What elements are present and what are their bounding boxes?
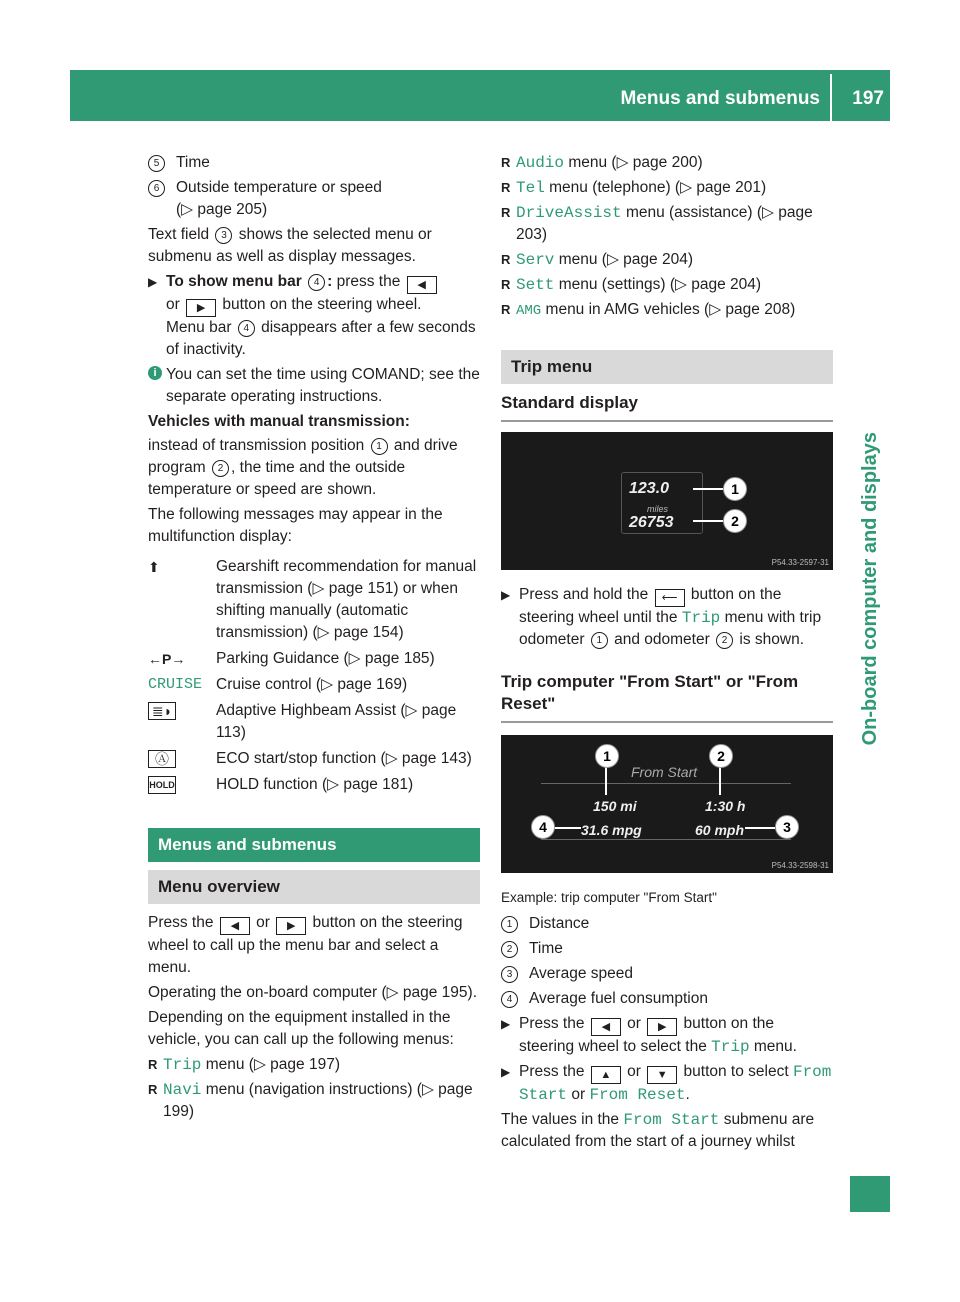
callout-line <box>693 488 723 490</box>
text: Text field <box>148 226 210 243</box>
header-title: Menus and submenus <box>620 88 820 109</box>
list-item <box>501 249 833 271</box>
left-button-icon: ◀ <box>220 917 250 935</box>
instruction-step <box>148 271 480 361</box>
text: . <box>685 1086 690 1103</box>
text: menu (▷ page 200) <box>568 154 703 171</box>
list-item <box>501 274 833 296</box>
image-code: P54.33-2597-31 <box>771 558 829 567</box>
list-item <box>501 299 833 322</box>
left-button-icon: ◀ <box>591 1018 621 1036</box>
callout-number: 4 <box>238 320 255 337</box>
callout-line <box>553 827 581 829</box>
speed-value: 60 mph <box>695 822 745 838</box>
step-heading: To show menu bar <box>166 273 302 290</box>
text: button on the steering wheel. <box>222 296 422 313</box>
callout-number: 2 <box>501 941 518 958</box>
display-divider <box>541 783 791 784</box>
row-text: ECO start/stop function (▷ page 143) <box>216 750 472 767</box>
cruise-icon: CRUISE <box>148 676 203 693</box>
image-code: P54.33-2598-31 <box>771 861 829 870</box>
arrow-icon: ▶ <box>501 1065 511 1079</box>
time-value: 1:30 h <box>705 798 746 814</box>
text: button on the steering wheel to call up the menu bar and select a menu. <box>148 914 463 976</box>
text: Press the <box>519 1015 585 1032</box>
text: menu. <box>753 1038 797 1055</box>
list-item <box>148 177 480 221</box>
menu-name: AMG <box>516 303 542 319</box>
callout-number: 6 <box>148 180 165 197</box>
distance-value: 150 mi <box>593 798 637 814</box>
text: or <box>627 1063 641 1080</box>
row-text: Parking Guidance (▷ page 185) <box>216 650 435 667</box>
item-text: Outside temperature or speed <box>176 179 382 196</box>
legend-label: Average fuel consumption <box>529 990 708 1007</box>
text: menu (▷ page 197) <box>205 1056 340 1073</box>
fuel-value: 31.6 mpg <box>581 822 642 838</box>
row-text: Cruise control (▷ page 169) <box>216 676 408 693</box>
hold-icon: HOLD <box>148 776 176 794</box>
text: menu (settings) (▷ page 204) <box>558 276 762 293</box>
text: submenu are calculated from the start of a journey whilst <box>501 1111 815 1150</box>
legend-item <box>501 988 833 1010</box>
text: instead of transmission position <box>148 437 365 454</box>
bullet-icon: R <box>501 205 511 220</box>
table-row <box>148 556 480 644</box>
callout-number: 3 <box>501 966 518 983</box>
text: button on the steering wheel to select the <box>519 1015 775 1055</box>
text: button to select <box>683 1063 789 1080</box>
page-ref: (▷ page 205) <box>176 201 268 218</box>
callout-line <box>719 765 721 795</box>
menu-name: From Start <box>519 1063 832 1104</box>
left-column <box>148 152 480 1126</box>
subheading: Vehicles with manual transmission: <box>148 413 410 430</box>
text: Press the <box>148 914 214 931</box>
unit-label: miles <box>647 504 669 514</box>
subsection-heading: Trip menu <box>501 350 833 384</box>
callout-number: 4 <box>501 991 518 1008</box>
text: Menu bar <box>166 319 232 336</box>
list-item <box>148 1054 480 1076</box>
arrow-icon: ▶ <box>148 275 158 289</box>
image-caption: Example: trip computer "From Start" <box>501 890 717 905</box>
text: The values in the <box>501 1111 620 1128</box>
text: or <box>571 1086 586 1103</box>
subsection-heading: Menu overview <box>148 870 480 904</box>
paragraph <box>148 912 480 979</box>
list-item <box>501 177 833 199</box>
row-text: Adaptive Highbeam Assist (▷ page 113) <box>216 702 457 741</box>
gearshift-icon: ⬆ <box>148 559 160 575</box>
arrow-icon: ▶ <box>501 1017 511 1031</box>
text: and odometer <box>614 631 710 648</box>
text: : <box>327 273 333 290</box>
table-row <box>148 774 480 796</box>
menu-name: From Reset <box>589 1086 686 1104</box>
text: , the time and the outside temperature or speed are shown. <box>148 459 406 498</box>
text: press the <box>336 273 401 290</box>
side-tab-marker <box>850 1176 890 1212</box>
right-button-icon: ▶ <box>276 917 306 935</box>
left-button-icon: ◀ <box>407 276 437 294</box>
parking-guidance-icon: ←P→ <box>148 651 186 667</box>
text: menu with trip odometer <box>519 609 822 648</box>
instruction-step <box>501 1013 833 1058</box>
callout-number: 4 <box>308 274 325 291</box>
paragraph: The following messages may appear in the multifunction display: <box>148 506 443 545</box>
callout-number: 5 <box>148 155 165 172</box>
legend-item <box>501 963 833 985</box>
callout-number: 2 <box>716 632 733 649</box>
text: menu (▷ page 204) <box>558 251 693 268</box>
text: Press the <box>519 1063 585 1080</box>
callout-number: 1 <box>595 744 619 768</box>
up-button-icon: ▲ <box>591 1066 621 1084</box>
paragraph <box>501 1109 833 1153</box>
text: shows the selected menu or submenu as well as display messages. <box>148 226 432 265</box>
text: menu (navigation instructions) (▷ page 199) <box>163 1081 473 1120</box>
trip-odometer-value: 123.0 <box>629 480 670 497</box>
info-note <box>148 364 480 408</box>
paragraph <box>148 224 480 268</box>
arrow-icon: ▶ <box>501 588 511 602</box>
list-item <box>148 152 480 174</box>
menu-name: Trip <box>163 1056 202 1074</box>
right-column <box>501 152 833 1156</box>
text: is shown. <box>739 631 805 648</box>
info-icon: i <box>148 366 162 380</box>
text: button on the steering wheel until the <box>519 586 782 626</box>
instruction-step <box>501 584 833 651</box>
text: or <box>166 296 180 313</box>
item-text: Time <box>176 154 210 171</box>
paragraph: Depending on the equipment installed in the vehicle, you can call up the following menus: <box>148 1009 454 1048</box>
bullet-icon: R <box>148 1082 158 1097</box>
side-tab-label: On-board computer and displays <box>859 432 881 746</box>
legend-label: Distance <box>529 915 590 932</box>
standard-display-image <box>501 432 833 570</box>
right-button-icon: ▶ <box>186 299 216 317</box>
legend-item <box>501 938 833 960</box>
text: or <box>627 1015 641 1032</box>
instruction-step <box>501 1061 833 1106</box>
display-divider <box>541 839 791 840</box>
display-heading: From Start <box>631 764 698 780</box>
table-row <box>148 674 480 696</box>
bullet-icon: R <box>501 180 511 195</box>
legend-item <box>501 913 833 935</box>
odometer-value: 26753 <box>629 514 674 531</box>
back-button-icon: ⟵ <box>655 589 685 607</box>
callout-number: 3 <box>775 815 799 839</box>
paragraph: Operating the on-board computer (▷ page 195). <box>148 984 478 1001</box>
paragraph <box>148 435 480 501</box>
menu-name: Audio <box>516 154 565 172</box>
callout-number: 1 <box>371 438 388 455</box>
subheading: Trip computer "From Start" or "From Reset" <box>501 671 833 723</box>
table-row <box>148 648 480 670</box>
right-button-icon: ▶ <box>647 1018 677 1036</box>
menu-name: Tel <box>516 179 545 197</box>
bullet-icon: R <box>501 277 511 292</box>
bullet-icon: R <box>501 302 511 317</box>
page-number: 197 <box>852 88 884 109</box>
callout-number: 2 <box>723 509 747 533</box>
callout-number: 1 <box>723 477 747 501</box>
list-item <box>501 152 833 174</box>
bullet-icon: R <box>501 155 511 170</box>
menu-name: Trip <box>711 1038 750 1056</box>
table-row <box>148 748 480 770</box>
callout-number: 1 <box>501 916 518 933</box>
menu-name: Sett <box>516 276 555 294</box>
list-item <box>501 202 833 246</box>
subheading: Standard display <box>501 392 833 422</box>
page-header <box>70 70 890 121</box>
menu-name: Trip <box>681 609 721 627</box>
text: Press and hold the <box>519 586 649 603</box>
down-button-icon: ▼ <box>647 1066 677 1084</box>
eco-start-stop-icon: Ⓐ <box>148 750 176 768</box>
menu-name: Navi <box>163 1081 202 1099</box>
text: disappears after a few seconds of inactivity. <box>166 319 476 358</box>
list-item <box>148 1079 480 1123</box>
callout-number: 1 <box>591 632 608 649</box>
bullet-icon: R <box>501 252 511 267</box>
highbeam-icon: ≣◗ <box>148 702 176 720</box>
callout-line <box>745 827 775 829</box>
text: menu in AMG vehicles (▷ page 208) <box>545 301 796 318</box>
table-row <box>148 700 480 744</box>
row-text: HOLD function (▷ page 181) <box>216 776 414 793</box>
callout-line <box>693 520 723 522</box>
row-text: Gearshift recommendation for manual transmission (▷ page 151) or when shifting manually (automatic transmission) (▷ page 154) <box>216 558 477 641</box>
bullet-icon: R <box>148 1057 158 1072</box>
legend-label: Time <box>529 940 563 957</box>
text: You can set the time using COMAND; see the separate operating instructions. <box>166 366 480 405</box>
text: or <box>256 914 270 931</box>
section-heading: Menus and submenus <box>148 828 480 862</box>
text: menu (telephone) (▷ page 201) <box>549 179 767 196</box>
trip-computer-image <box>501 735 833 873</box>
callout-number: 3 <box>215 227 232 244</box>
text: menu (assistance) (▷ page 203) <box>516 204 813 243</box>
callout-number: 2 <box>212 460 229 477</box>
menu-name: DriveAssist <box>516 204 622 222</box>
callout-number: 4 <box>531 815 555 839</box>
menu-name: Serv <box>516 251 555 269</box>
callout-number: 2 <box>709 744 733 768</box>
symbol-table <box>148 556 480 796</box>
text: and drive program <box>148 437 458 476</box>
callout-line <box>605 765 607 795</box>
header-divider <box>830 74 832 121</box>
menu-name: From Start <box>623 1111 720 1129</box>
side-tab <box>856 432 886 746</box>
legend-label: Average speed <box>529 965 633 982</box>
